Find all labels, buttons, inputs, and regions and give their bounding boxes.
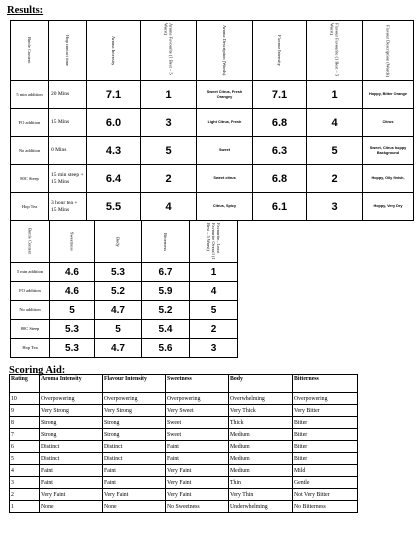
- time-cell: 0 Mins: [49, 137, 87, 165]
- table-cell: Very Faint: [103, 489, 166, 501]
- table-cell: Medium: [229, 465, 293, 477]
- table-row: [11, 282, 238, 301]
- table-cell: Not Very Bitter: [293, 489, 358, 501]
- table-cell: Very Faint: [166, 465, 229, 477]
- table-cell: Medium: [229, 453, 293, 465]
- table-row: [11, 81, 414, 109]
- scoring-aid-table: [9, 374, 358, 513]
- sweetness-cell: 5.3: [50, 320, 95, 339]
- table-cell: Bitter: [293, 441, 358, 453]
- aroma-favourite-cell: 3: [141, 109, 197, 137]
- sweetness-cell: 4.6: [50, 282, 95, 301]
- sweetness-cell: 5.3: [50, 339, 95, 358]
- table-row: [11, 301, 238, 320]
- table-row: [10, 489, 358, 501]
- header-rating: Rating: [10, 375, 40, 393]
- aroma-description-cell: Sweet citrus: [197, 165, 253, 193]
- header-body: Body: [229, 375, 293, 393]
- header-bottle-content: Bottle Content: [11, 21, 49, 81]
- table-cell: Distinct: [103, 441, 166, 453]
- flavour-intensity-cell: 6.1: [253, 193, 307, 221]
- table-row: [11, 339, 238, 358]
- table-cell: 2: [10, 489, 40, 501]
- header-flavour-description: Flavour Description (Words): [363, 21, 414, 81]
- table-cell: No Bitterness: [293, 501, 358, 513]
- flavour-description-cell: Hoppy, Bitter Orange: [363, 81, 414, 109]
- sweetness-cell: 5: [50, 301, 95, 320]
- header-sweetness: Sweetness: [50, 221, 95, 263]
- table-cell: 9: [10, 405, 40, 417]
- table-cell: Very Faint: [166, 489, 229, 501]
- table-cell: Overpowering: [40, 393, 103, 405]
- bottle-cell: No addition: [11, 301, 50, 320]
- scoring-aid-heading: Scoring Aid:: [9, 365, 66, 376]
- table-row: [10, 417, 358, 429]
- table-row: [11, 263, 238, 282]
- aroma-intensity-cell: 7.1: [87, 81, 141, 109]
- header-bitterness: Bitterness: [293, 375, 358, 393]
- table-cell: Strong: [103, 417, 166, 429]
- time-cell: 20 Mins: [49, 81, 87, 109]
- table-cell: Strong: [103, 429, 166, 441]
- table-cell: Distinct: [40, 441, 103, 453]
- favourite-cell: 2: [190, 320, 238, 339]
- flavour-description-cell: Hoppy, Oily finish,: [363, 165, 414, 193]
- flavour-intensity-cell: 6.8: [253, 109, 307, 137]
- aroma-intensity-cell: 6.0: [87, 109, 141, 137]
- favourite-cell: 3: [190, 339, 238, 358]
- table-cell: Very Faint: [40, 489, 103, 501]
- table-cell: 10: [10, 393, 40, 405]
- table-cell: 7: [10, 429, 40, 441]
- flavour-favourite-cell: 1: [307, 81, 363, 109]
- header-aroma-intensity: Aroma Intensity: [40, 375, 103, 393]
- time-cell: 15 min steep + 15 Mins: [49, 165, 87, 193]
- flavour-intensity-cell: 7.1: [253, 81, 307, 109]
- aroma-intensity-cell: 5.5: [87, 193, 141, 221]
- table-cell: Medium: [229, 429, 293, 441]
- header-flavour-intensity: Flavour Intensity: [103, 375, 166, 393]
- table-cell: Very Sweet: [166, 405, 229, 417]
- table-row: [11, 109, 414, 137]
- table-cell: Underwhelming: [229, 501, 293, 513]
- bitterness-cell: 5.6: [142, 339, 190, 358]
- table-cell: 8: [10, 417, 40, 429]
- body-cell: 4.7: [95, 339, 142, 358]
- body-cell: 5.2: [95, 282, 142, 301]
- header-aroma-favourite: Aroma Favourite (1 Best – 5 Worst): [141, 21, 197, 81]
- table-cell: Faint: [166, 453, 229, 465]
- table-cell: 6: [10, 441, 40, 453]
- table-cell: Distinct: [103, 453, 166, 465]
- flavour-description-cell: Hoppy, Very Dry: [363, 193, 414, 221]
- aroma-description-cell: Sweet Citrus, Fresh Orangey: [197, 81, 253, 109]
- header-bottle-content: Bottle Content: [11, 221, 50, 263]
- header-body: Body: [95, 221, 142, 263]
- flavour-favourite-cell: 4: [307, 109, 363, 137]
- bottle-cell: Hop Tea: [11, 339, 50, 358]
- table-cell: Strong: [40, 417, 103, 429]
- bitterness-cell: 5.9: [142, 282, 190, 301]
- favourite-cell: 5: [190, 301, 238, 320]
- table-cell: 3: [10, 477, 40, 489]
- table-cell: Faint: [40, 477, 103, 489]
- header-hop-contact-time: Hop contact time: [49, 21, 87, 81]
- table-cell: Overpowering: [166, 393, 229, 405]
- bitterness-cell: 5.2: [142, 301, 190, 320]
- flavour-intensity-cell: 6.3: [253, 137, 307, 165]
- aroma-favourite-cell: 2: [141, 165, 197, 193]
- body-cell: 5: [95, 320, 142, 339]
- aroma-favourite-cell: 1: [141, 81, 197, 109]
- table-cell: Faint: [40, 465, 103, 477]
- table-cell: Medium: [229, 441, 293, 453]
- results-heading: Results:: [7, 5, 44, 16]
- table-cell: None: [40, 501, 103, 513]
- table-cell: Overwhelming: [229, 393, 293, 405]
- bottle-cell: FO addition: [11, 282, 50, 301]
- table-row: [10, 441, 358, 453]
- bitterness-cell: 5.4: [142, 320, 190, 339]
- bottle-cell: No addition: [11, 137, 49, 165]
- table-cell: None: [103, 501, 166, 513]
- table-cell: Distinct: [40, 453, 103, 465]
- bottle-cell: Hop Tea: [11, 193, 49, 221]
- table-cell: Faint: [103, 465, 166, 477]
- table-cell: Faint: [166, 441, 229, 453]
- table-row: [10, 465, 358, 477]
- table-row: [10, 453, 358, 465]
- favourite-cell: 1: [190, 263, 238, 282]
- table-cell: No Sweetness: [166, 501, 229, 513]
- table-cell: Thick: [229, 417, 293, 429]
- table-cell: Faint: [103, 477, 166, 489]
- header-aroma-intensity: Aroma Intensity: [87, 21, 141, 81]
- table-row: [10, 477, 358, 489]
- flavour-favourite-cell: 5: [307, 137, 363, 165]
- table-cell: Very Strong: [40, 405, 103, 417]
- aroma-intensity-cell: 4.3: [87, 137, 141, 165]
- table-cell: Very Strong: [103, 405, 166, 417]
- table-cell: Overpowering: [293, 393, 358, 405]
- header-overall-favourite: Favourite– Least Favourite Overall (1 Best – 5 Worst): [190, 221, 238, 263]
- bottle-cell: FO addition: [11, 109, 49, 137]
- table-row: [10, 405, 358, 417]
- flavour-favourite-cell: 2: [307, 165, 363, 193]
- bitterness-cell: 6.7: [142, 263, 190, 282]
- table-row: [11, 165, 414, 193]
- table-row: [10, 393, 358, 405]
- table-cell: 1: [10, 501, 40, 513]
- header-aroma-description: Aroma Description (Words): [197, 21, 253, 81]
- table-cell: Bitter: [293, 429, 358, 441]
- table-cell: Sweet: [166, 429, 229, 441]
- table-cell: Very Thin: [229, 489, 293, 501]
- aroma-description-cell: Light Citrus, Fresh: [197, 109, 253, 137]
- table-cell: Very Bitter: [293, 405, 358, 417]
- header-flavour-favourite: Flavour Favourite (1 Best – 5 Worst): [307, 21, 363, 81]
- table-row: [11, 320, 238, 339]
- flavour-intensity-cell: 6.8: [253, 165, 307, 193]
- flavour-description-cell: Citrus: [363, 109, 414, 137]
- table-cell: 5: [10, 453, 40, 465]
- results-table: [10, 20, 414, 221]
- aroma-favourite-cell: 4: [141, 193, 197, 221]
- overall-header-row: [11, 221, 238, 263]
- body-cell: 5.3: [95, 263, 142, 282]
- table-cell: 4: [10, 465, 40, 477]
- table-cell: Sweet: [166, 417, 229, 429]
- bottle-cell: 80C Steep: [11, 320, 50, 339]
- body-cell: 4.7: [95, 301, 142, 320]
- time-cell: 3 hour tea + 15 Mins: [49, 193, 87, 221]
- aroma-intensity-cell: 6.4: [87, 165, 141, 193]
- header-sweetness: Sweetness: [166, 375, 229, 393]
- results-header-row: [11, 21, 414, 81]
- sweetness-cell: 4.6: [50, 263, 95, 282]
- table-row: [11, 193, 414, 221]
- bottle-cell: 5 min addition: [11, 81, 49, 109]
- table-row: [10, 501, 358, 513]
- table-cell: Very Faint: [166, 477, 229, 489]
- bottle-cell: 80C Steep: [11, 165, 49, 193]
- aroma-description-cell: Citrus, Spicy: [197, 193, 253, 221]
- table-cell: Bitter: [293, 417, 358, 429]
- table-row: [11, 137, 414, 165]
- table-cell: Bitter: [293, 453, 358, 465]
- table-cell: Very Thick: [229, 405, 293, 417]
- bottle-cell: 5 min addition: [11, 263, 50, 282]
- table-cell: Overpowering: [103, 393, 166, 405]
- scoring-header-row: [10, 375, 358, 393]
- flavour-description-cell: Sweet, Citrus hoppy Background: [363, 137, 414, 165]
- flavour-favourite-cell: 3: [307, 193, 363, 221]
- header-flavour-intensity: Flavour Intensity: [253, 21, 307, 81]
- time-cell: 15 Mins: [49, 109, 87, 137]
- table-cell: Mild: [293, 465, 358, 477]
- header-bitterness: Bitterness: [142, 221, 190, 263]
- table-cell: Thin: [229, 477, 293, 489]
- table-cell: Gentle: [293, 477, 358, 489]
- aroma-description-cell: Sweet: [197, 137, 253, 165]
- table-row: [10, 429, 358, 441]
- overall-table: [10, 220, 238, 358]
- table-cell: Strong: [40, 429, 103, 441]
- favourite-cell: 4: [190, 282, 238, 301]
- aroma-favourite-cell: 5: [141, 137, 197, 165]
